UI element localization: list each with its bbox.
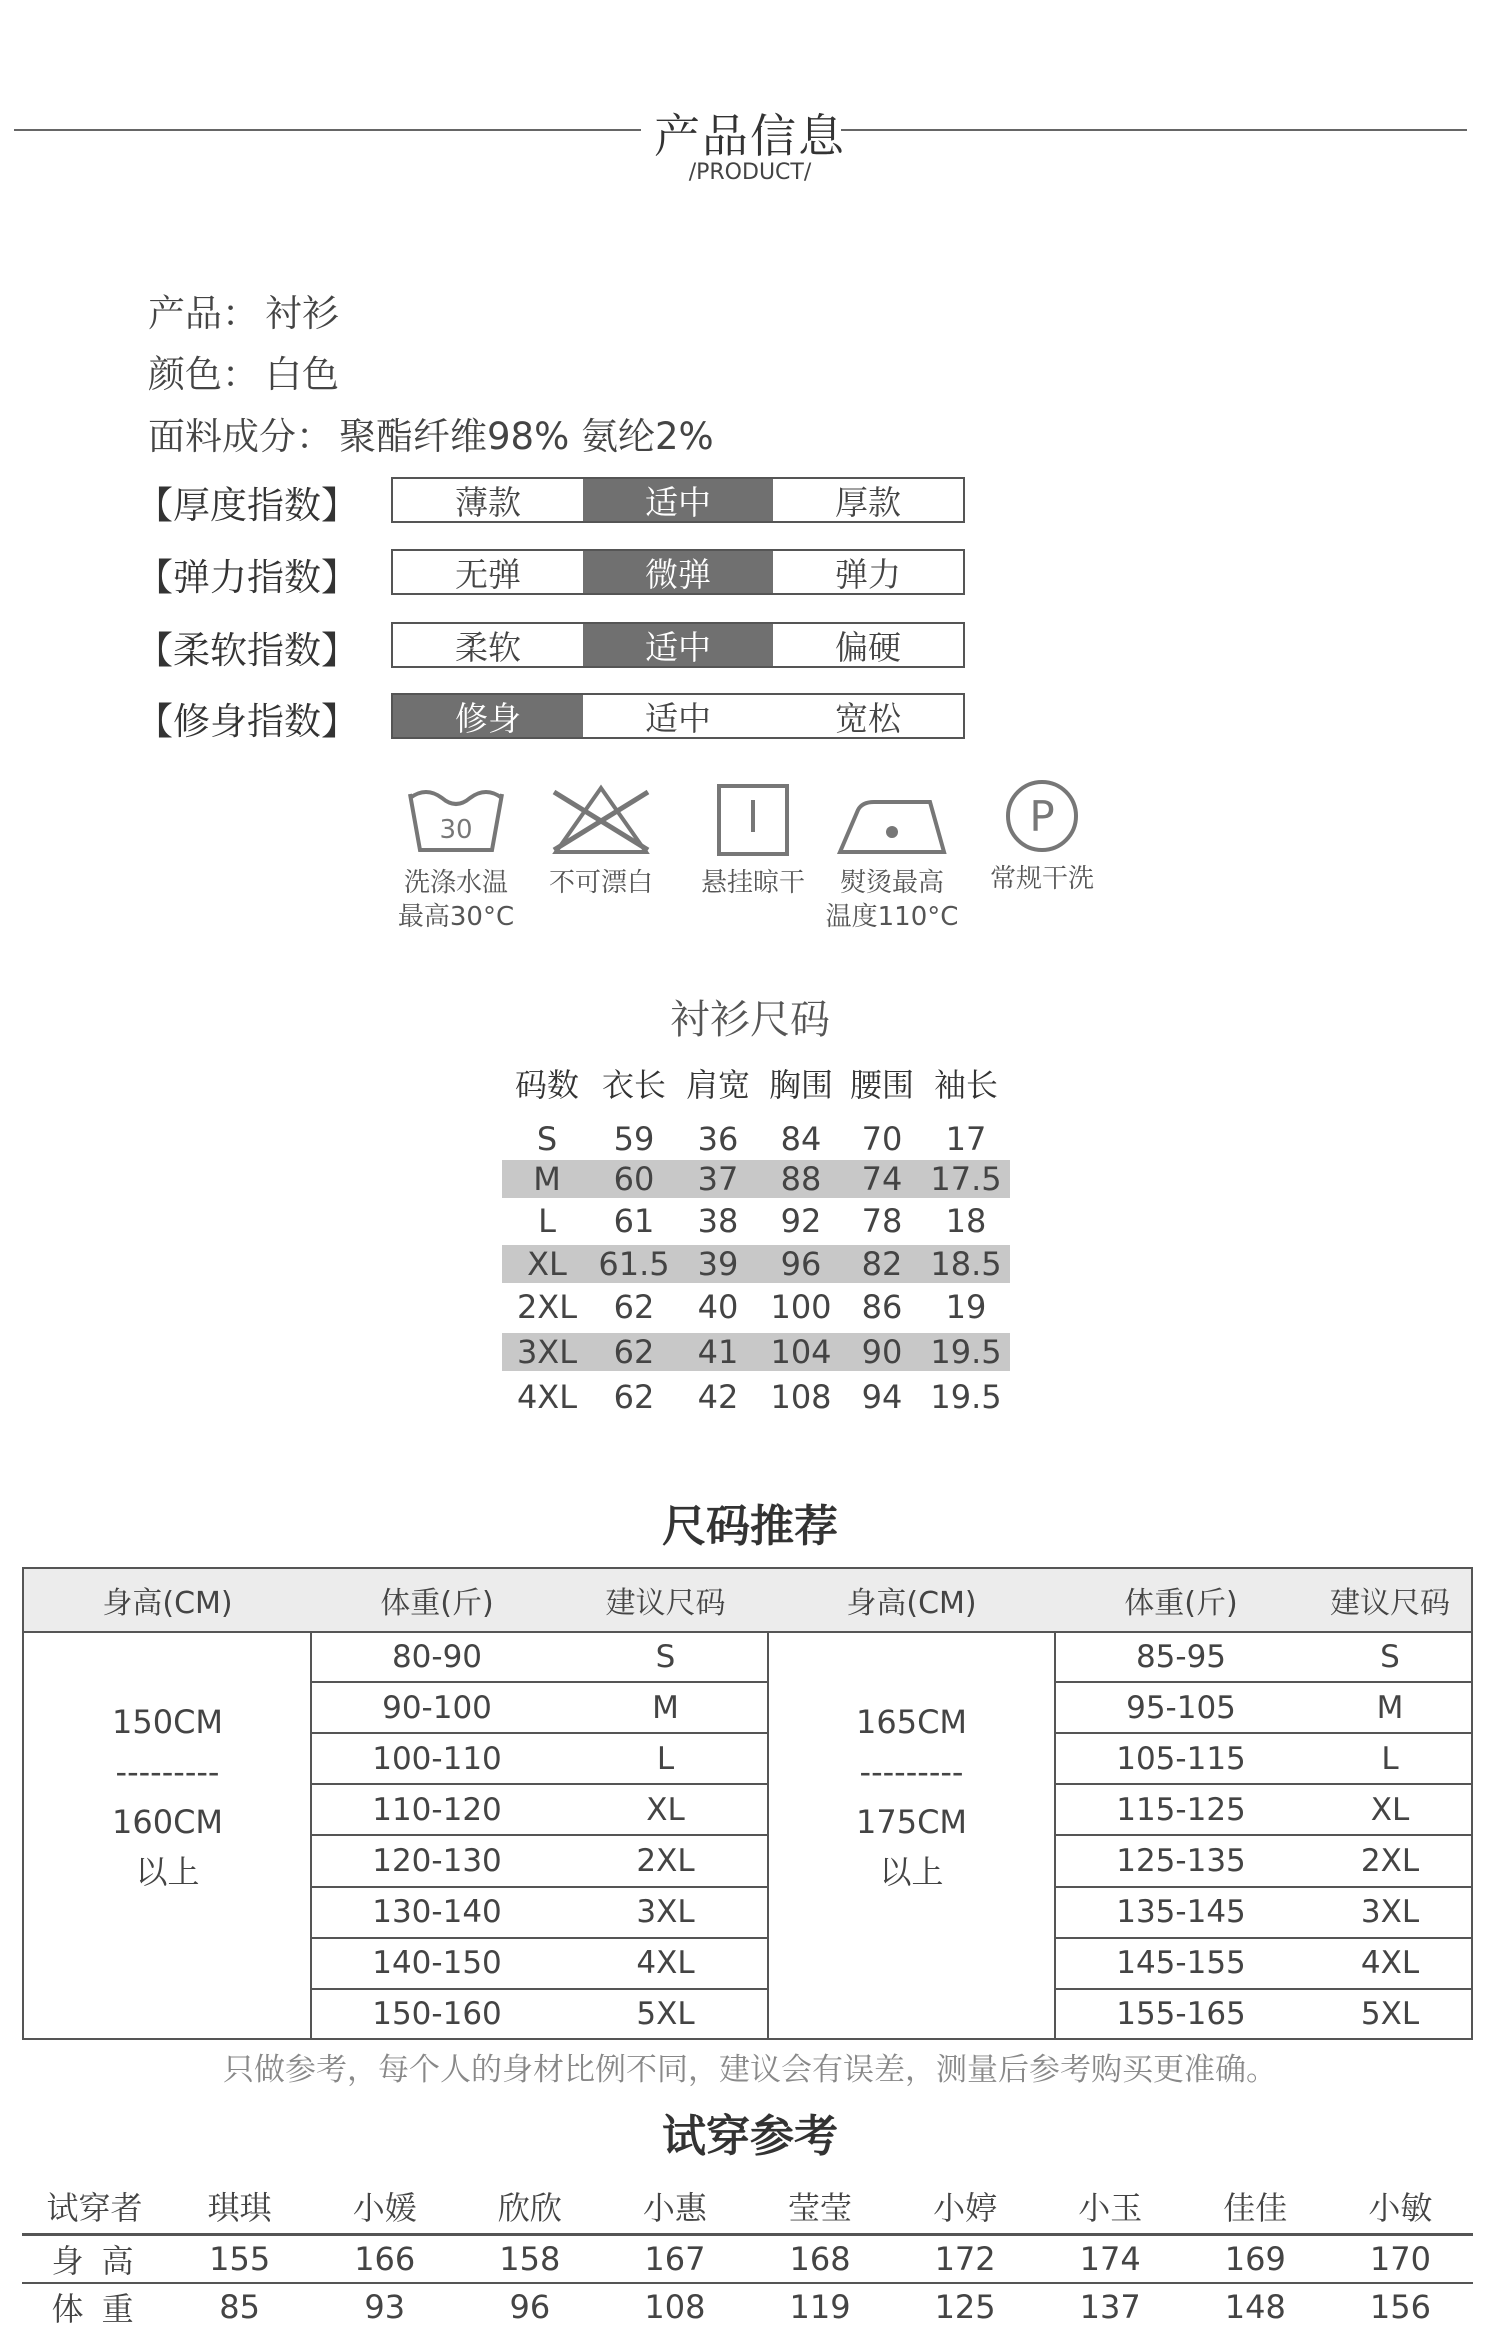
size-row [502,1378,1010,1416]
tryon-header-cell: 小敏 [1368,2189,1433,2227]
care-label: 洗涤水温 [403,868,508,898]
weight-cell: 140-150 [372,1945,502,1982]
height-range-right [768,1697,1055,1897]
height-range-text: --------- [115,1753,220,1791]
size-cell: 5XL [636,1996,695,2033]
tryon-cell: 168 [789,2240,851,2278]
tryon-cell: 93 [364,2288,406,2326]
height-range-text: --------- [859,1753,964,1791]
recommend-header-cell: 体重(斤) [380,1586,494,1621]
scale-option: 偏硬 [835,627,901,667]
size-header-cell: 肩宽 [685,1066,750,1104]
info-label: 颜色 [148,353,222,396]
tryon-row-label: 体 重 [51,2290,138,2328]
scale-label: 【柔软指数】 [136,629,358,672]
tryon-cell: 108 [644,2288,706,2326]
size-row [502,1245,1010,1283]
recommend-table [22,1567,1473,2040]
tryon-cell: 119 [789,2288,851,2326]
size-cell: 3XL [516,1333,578,1371]
tryon-cell: 170 [1369,2240,1431,2278]
weight-cell: 125-135 [1116,1842,1246,1879]
size-cell: 42 [697,1378,739,1416]
size-cell: L [538,1202,556,1240]
weight-cell: 80-90 [391,1638,483,1675]
size-cell: 74 [861,1160,903,1198]
recommend-note: 只做参考，每个人的身材比例不同，建议会有误差，测量后参考购买更准确。 [223,2052,1277,2088]
weight-cell: 130-140 [372,1894,502,1930]
size-cell: 96 [780,1245,822,1283]
weight-cell: 145-155 [1116,1945,1246,1982]
scale-option: 宽松 [835,698,901,738]
tryon-header-cell: 小玉 [1078,2189,1143,2227]
size-cell: 17 [945,1120,987,1158]
care-item [531,780,671,900]
info-separator: ： [222,353,259,396]
size-header-cell: 衣长 [601,1066,666,1104]
size-header-cell: 腰围 [849,1066,914,1104]
size-cell: 70 [861,1120,903,1158]
size-cell: 4XL [1360,1945,1420,1982]
tryon-cell: 169 [1224,2240,1286,2278]
info-value: 聚酯纤维98% 氨纶2% [339,415,714,458]
size-cell: 37 [697,1160,739,1198]
size-cell: 108 [770,1378,832,1416]
size-cell: S [655,1638,676,1675]
size-cell: 4XL [516,1378,578,1416]
size-cell: 92 [780,1202,822,1240]
size-cell: 84 [780,1120,822,1158]
scale-option: 微弹 [583,551,773,593]
info-label: 面料成分 [148,415,296,458]
scale-option: 适中 [645,698,711,738]
tryon-cell: 96 [509,2288,551,2326]
size-cell: 19.5 [930,1378,1002,1416]
care-item [683,780,823,900]
weight-cell: 100-110 [372,1740,502,1777]
weight-cell: 135-145 [1116,1894,1246,1930]
tryon-cell: 155 [209,2240,271,2278]
recommend-header-cell: 建议尺码 [605,1586,726,1621]
size-cell: 2XL [1360,1842,1420,1879]
size-cell: L [1381,1740,1399,1777]
iron-icon [822,780,962,860]
tryon-header-cell: 莹莹 [788,2189,853,2227]
size-cell: 60 [613,1160,655,1198]
tryon-cell: 174 [1079,2240,1141,2278]
tryon-row [22,2282,1473,2332]
care-label-2: 最高30°C [397,902,515,932]
scale-label: 【厚度指数】 [136,484,358,527]
care-label: 常规干洗 [989,864,1094,894]
height-range-left [24,1697,311,1897]
size-cell: 61 [613,1202,655,1240]
tryon-row-label: 身 高 [51,2242,138,2280]
size-cell: S [1380,1638,1400,1675]
weight-cell: 150-160 [372,1996,502,2033]
tryon-header-cell: 佳佳 [1223,2189,1288,2227]
size-cell: 104 [770,1333,832,1371]
info-separator: ： [296,415,333,458]
tryon-cell: 172 [934,2240,996,2278]
recommend-header-cell: 身高(CM) [846,1586,977,1621]
info-separator: ： [222,292,259,335]
tryon-header-cell: 试穿者 [46,2189,143,2227]
size-cell: XL [527,1245,567,1283]
recommend-header [24,1569,1471,1633]
tryon-cell: 156 [1369,2288,1431,2326]
size-cell: 18 [945,1202,987,1240]
scale-option: 柔软 [455,627,521,667]
height-range-text: 150CM [111,1703,224,1741]
tryon-cell: 166 [354,2240,416,2278]
recommend-header-cell: 身高(CM) [102,1586,233,1621]
page-title: 产品信息 [654,109,846,163]
scale-label: 【修身指数】 [136,700,358,743]
size-cell: 100 [770,1288,832,1326]
size-row [502,1202,1010,1240]
tryon-cell: 148 [1224,2288,1286,2326]
page-subtitle: /PRODUCT/ [688,160,812,185]
size-cell: S [536,1120,558,1158]
size-row [502,1160,1010,1198]
tryon-header-cell: 欣欣 [497,2189,562,2227]
tryon-header-cell: 琪琪 [207,2189,272,2227]
scale-bar [391,477,965,523]
size-cell: 78 [861,1202,903,1240]
scale-option: 适中 [583,479,773,521]
height-range-text: 以上 [135,1853,200,1891]
size-cell: L [656,1740,675,1777]
height-range-text: 165CM [855,1703,968,1741]
info-row [148,406,714,460]
scale-option: 厚款 [835,482,901,522]
scale-bar [391,622,965,668]
size-cell: 59 [613,1120,655,1158]
size-cell: 17.5 [930,1160,1002,1198]
tryon-cell: 167 [644,2240,706,2278]
height-range-text: 160CM [111,1803,224,1841]
height-range-text: 175CM [855,1803,968,1841]
scale-bar [391,693,965,739]
info-row [148,283,339,337]
weight-cell: 85-95 [1135,1638,1227,1675]
size-cell: 19.5 [930,1333,1002,1371]
size-chart-header [502,1064,1010,1102]
scale-option: 薄款 [455,482,521,522]
size-cell: 38 [697,1202,739,1240]
dry-clean-icon [972,776,1112,856]
scale-option: 无弹 [455,554,521,594]
size-cell: M [1376,1689,1404,1726]
tryon-header-cell: 小婷 [933,2189,998,2227]
tryon-header-cell: 小惠 [642,2189,707,2227]
size-cell: 94 [861,1378,903,1416]
tryon-row [22,2234,1473,2284]
size-cell: M [533,1160,561,1198]
size-cell: 62 [613,1333,655,1371]
recommend-header-cell: 建议尺码 [1330,1586,1450,1621]
size-cell: 88 [780,1160,822,1198]
weight-cell: 155-165 [1116,1996,1246,2033]
size-cell: 40 [697,1288,739,1326]
wash-temp-badge: 30 [439,815,473,845]
size-cell: XL [646,1791,685,1828]
care-label: 悬挂晾干 [700,868,805,898]
size-header-cell: 胸围 [768,1066,833,1104]
height-range-text: 以上 [879,1853,944,1891]
care-item [822,780,962,934]
info-value: 白色 [265,353,339,396]
info-row [148,344,339,398]
tryon-title: 试穿参考 [662,2111,838,2162]
scale-label: 【弹力指数】 [136,556,358,599]
info-label: 产品 [148,292,222,335]
size-header-cell: 袖长 [933,1066,998,1104]
hang-dry-icon [683,780,823,860]
size-cell: 18.5 [930,1245,1002,1283]
size-cell: 41 [697,1333,739,1371]
size-cell: 4XL [636,1945,695,1982]
weight-cell: 115-125 [1116,1791,1246,1828]
tryon-cell: 158 [499,2240,561,2278]
care-label: 熨烫最高 [839,868,944,898]
scale-option: 适中 [583,624,773,666]
weight-cell: 110-120 [372,1791,502,1828]
weight-cell: 120-130 [372,1842,502,1879]
size-row [502,1120,1010,1158]
size-cell: XL [1370,1791,1410,1828]
weight-cell: 105-115 [1116,1740,1246,1777]
scale-bar [391,549,965,595]
size-cell: 61.5 [598,1245,670,1283]
size-cell: 62 [613,1378,655,1416]
size-cell: 39 [697,1245,739,1283]
wash-30-icon [386,780,526,860]
svg-text:P: P [1029,792,1055,841]
size-cell: 62 [613,1288,655,1326]
weight-cell: 90-100 [382,1689,492,1726]
recommend-title: 尺码推荐 [662,1501,838,1552]
size-cell: 86 [861,1288,903,1326]
size-cell: 5XL [1360,1996,1420,2033]
size-cell: 36 [697,1120,739,1158]
size-row [502,1333,1010,1371]
tryon-cell: 137 [1079,2288,1141,2326]
tryon-header-cell: 小媛 [352,2189,417,2227]
size-cell: 3XL [636,1894,695,1930]
info-value: 衬衫 [265,292,339,335]
care-label-2: 温度110°C [825,902,959,932]
size-header-cell: 码数 [514,1066,579,1104]
recommend-header-cell: 体重(斤) [1124,1586,1238,1621]
size-cell: 90 [861,1333,903,1371]
size-cell: 2XL [516,1288,578,1326]
no-bleach-icon [531,780,671,860]
tryon-cell: 125 [934,2288,996,2326]
care-label: 不可漂白 [548,868,653,898]
size-row [502,1288,1010,1326]
size-cell: 19 [945,1288,987,1326]
size-cell: 82 [861,1245,903,1283]
care-item [972,776,1112,896]
care-item [386,780,526,934]
size-cell: M [652,1689,679,1726]
scale-option: 弹力 [835,554,901,594]
size-cell: 3XL [1360,1894,1420,1930]
size-chart-title: 衬衫尺码 [670,997,830,1043]
tryon-cell: 85 [219,2288,260,2326]
size-cell: 2XL [636,1842,695,1879]
weight-cell: 95-105 [1126,1689,1236,1726]
scale-option: 修身 [393,695,583,737]
tryon-header [22,2181,1473,2231]
